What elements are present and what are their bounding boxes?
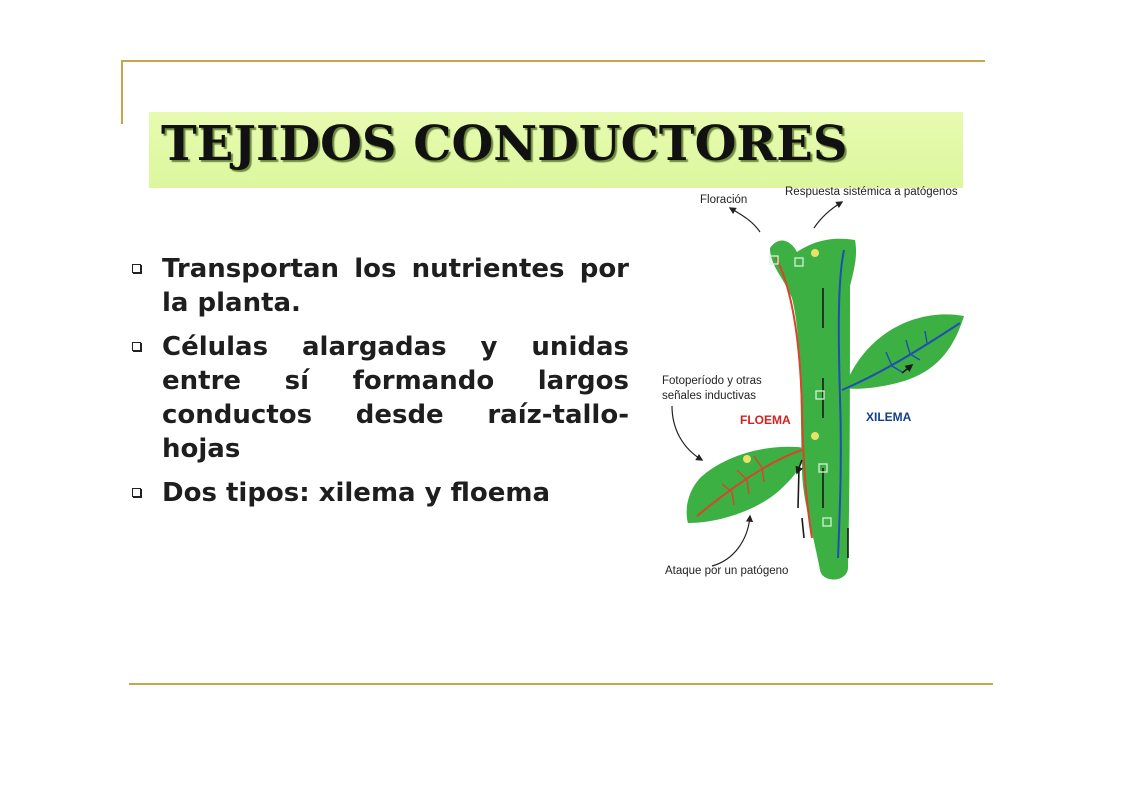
bottom-rule xyxy=(129,683,993,685)
bullet-list xyxy=(132,252,629,520)
square-bullet-icon xyxy=(132,264,141,273)
top-rule xyxy=(121,60,985,62)
label-floracion: Floración xyxy=(700,194,748,206)
label-floema: FLOEMA xyxy=(740,413,791,427)
label-xilema: XILEMA xyxy=(866,410,912,424)
bullet-text: Células alargadas y unidas entre sí formando largos conductos desde raíz-tallo-hojas xyxy=(162,332,629,464)
label-fotoperiodo-1: Fotoperíodo y otras xyxy=(662,375,762,387)
plant-vascular-diagram xyxy=(652,178,992,593)
bullet-text: Dos tipos: xilema y floema xyxy=(162,478,551,508)
bullet-item xyxy=(132,476,629,510)
label-respuesta-sistemica: Respuesta sistémica a patógenos xyxy=(785,186,958,198)
square-bullet-icon xyxy=(132,488,141,497)
label-fotoperiodo-2: señales inductivas xyxy=(662,390,756,402)
slide-title: TEJIDOS CONDUCTORES xyxy=(161,116,848,172)
square-bullet-icon xyxy=(132,342,141,351)
bullet-text: Transportan los nutrientes por la planta. xyxy=(162,254,629,318)
plant-stem xyxy=(770,239,856,580)
plant-right-leaf xyxy=(844,314,964,388)
label-ataque-patogeno: Ataque por un patógeno xyxy=(665,565,789,577)
bullet-item xyxy=(132,330,629,466)
left-rule xyxy=(121,60,123,124)
bullet-item xyxy=(132,252,629,320)
